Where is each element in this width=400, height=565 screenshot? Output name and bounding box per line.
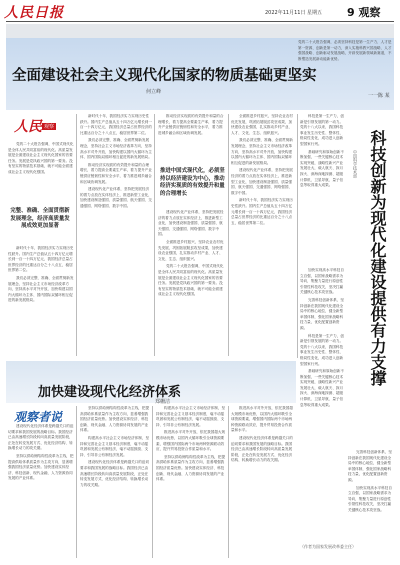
right-article-vertical-title[interactable]: 科技创新为现代化建设提供有力支撑 (368, 130, 387, 386)
paragraph: 基础研究和原始创新不断加强，一些关键核心技术实现突破，战略性新兴产业发展壮大，载人航天、探月探火、深海深地探测、超级计算机、卫星导航、量子信息等取得重大成果。 (300, 149, 344, 188)
top-article-byline: 何立峰 (146, 89, 162, 95)
column-rule (154, 114, 155, 356)
paragraph: 构建高水平社会主义市场经济体制，坚持和完善社会主义基本经济制度，毫不动摇巩固和发展公有制经济，毫不动摇鼓励、支持、引导非公有制经济发展。 (80, 435, 150, 457)
paragraph: 构建高水平社会主义市场经济体制，坚持和完善社会主义基本经济制度，毫不动摇巩固和发展公有制经济，毫不动摇鼓励、支持、引导非公有制经济发展。 (156, 406, 226, 427)
paragraph: 党的二十大报告强调，中国式现代化是全体人民共同富裕的现代化。高质量发展是全面建设社会主义现代化国家的首要任务。发展是党执政兴国的第一要务。没有坚实的物质技术基础，就不可能全面建成社会主义现代化强国。 (158, 264, 224, 297)
paragraph: 推动经济实现质的有效提升和量的合理增长，着力提高全要素生产率，着力提升产业链供应链韧性和安全水平，着力推进城乡融合和区域协调发展。 (80, 162, 152, 184)
bottom-article-byline: 郑栅洁 (155, 399, 171, 405)
paragraph: 坚持以供给侧结构性改革为主线，把提高供给体系质量作为主攻方向，显著增强我国经济质量优势。加快建设实体经济、科技创新、现代金融、人力资源协同发展的产业体系。 (80, 406, 150, 433)
article-column-1a (8, 142, 74, 204)
column-rule (76, 114, 77, 356)
bottom-column-3 (156, 406, 226, 558)
right-article-column-3 (348, 450, 394, 542)
column-rule (228, 406, 229, 558)
article-column-4 (231, 114, 295, 356)
right-article-column-1 (300, 114, 346, 264)
right-rail-signature: 一一陈 某 (368, 93, 390, 99)
column-rule (76, 406, 77, 558)
paragraph: 完善科技创新体系，坚持创新在我国现代化建设全局中的核心地位，健全新型举国体制，强化国家战略科技力量，优化配置创新资源。 (348, 450, 392, 482)
pull-quote-1: 完整、准确、全面贯彻新发展理念，经济高质量发展成效更加显著 (10, 208, 70, 230)
column-rule (297, 114, 298, 358)
column-badge: 观察 (44, 124, 55, 130)
page-label: 9 观察 (347, 6, 381, 19)
top-article-headline[interactable]: 全面建设社会主义现代化国家的物质基础更坚实 (12, 68, 317, 84)
author-note: （作者为国家发展改革委主任） (300, 544, 356, 549)
paragraph: 全面推进乡村振兴，坚持农业农村优先发展，巩固拓展脱贫攻坚成果，加快建设农业强国，扎实推动乡村产业、人才、文化、生态、组织振兴。 (158, 239, 224, 261)
top-banner-strip (6, 24, 394, 38)
paragraph: 建设现代化产业体系，坚持把发展经济的着力点放在实体经济上，推进新型工业化，加快建设制造强国、质量强国、航天强国、交通强国、网络强国、数字中国。 (80, 187, 152, 208)
right-rail-text: 党的二十大报告强调，必须坚持科技是第一生产力、人才是第一资源、创新是第一动力，深入实施科教兴国战略、人才强国战略、创新驱动发展战略，开辟发展新领域新赛道，不断塑造发展新动能新优势。 (298, 40, 392, 61)
article-column-3b (158, 210, 226, 356)
paragraph: 完善科技创新体系，坚持创新在我国现代化建设全局中的核心地位，健全新型举国体制，强化国家战略科技力量，优化配置创新资源。 (300, 297, 344, 330)
paragraph: 我们必须完整、准确、全面贯彻新发展理念，坚持社会主义市场经济改革方向，坚持高水平对外开放，加快构建以国内大循环为主体、国内国际双循环相互促进的新发展格局。 (8, 275, 74, 303)
bottom-column-logo: 观察者说 (14, 410, 63, 424)
paragraph: 我们必须完整、准确、全面贯彻新发展理念，坚持社会主义市场经济改革方向，坚持高水平对外开放，加快构建以国内大循环为主体、国内国际双循环相互促进的新发展格局。 (231, 138, 293, 165)
paragraph: 坚持以供给侧结构性改革为主线，把提高供给体系质量作为主攻方向，显著增强我国经济质量优势。加快建设实体经济、科技创新、现代金融、人力资源协同发展的产业体系。 (8, 453, 74, 481)
paragraph: 党的二十大报告强调，中国式现代化是全体人民共同富裕的现代化。高质量发展是全面建设社会主义现代化国家的首要任务。发展是党执政兴国的第一要务。没有坚实的物质技术基础，就不可能全面建成社会主义现代化强国。 (8, 142, 74, 174)
right-article-author: 中国科学技术部 (353, 150, 358, 178)
column-rule (228, 114, 229, 356)
paragraph: 建设现代化经济体系是跨越关口的迫切要求和我国发展的战略目标。我国经济已由高速增长阶段转向高质量发展阶段，正处在转变发展方式、优化经济结构、转换增长动力的攻关期。 (80, 460, 150, 487)
paragraph: 全面推进乡村振兴，坚持农业农村优先发展，巩固拓展脱贫攻坚成果，加快建设农业强国，扎实推动乡村产业、人才、文化、生态、组织振兴。 (231, 114, 293, 135)
paragraph: 推进高水平对外开放，依托我国超大规模市场优势，以国内大循环吸引全球资源要素，增强国内国际两个市场两种资源联动效应，提升贸易投资合作质量和水平。 (231, 406, 293, 433)
column-rule (152, 406, 153, 558)
paragraph: 建设现代化经济体系是跨越关口的迫切要求和我国发展的战略目标。我国经济已由高速增长阶段转向高质量发展阶段，正处在转变发展方式、优化经济结构、转换增长动力的攻关期。 (231, 435, 293, 463)
article-column-3a (158, 114, 226, 164)
paragraph: 推动经济实现质的有效提升和量的合理增长，着力提高全要素生产率，着力提升产业链供应链韧性和安全水平，着力推进城乡融合和区域协调发展。 (158, 114, 224, 135)
paragraph: 科技是第一生产力，创新是引领发展的第一动力。党的十八大以来，我国科技事业发生历史性、整体性、格局性变化，成功进入创新型国家行列。 (300, 333, 344, 366)
paragraph: 科技是第一生产力，创新是引领发展的第一动力。党的十八大以来，我国科技事业发生历史性、整体性、格局性变化，成功进入创新型国家行列。 (300, 114, 344, 146)
paragraph: 坚持以供给侧结构性改革为主线，把提高供给体系质量作为主攻方向，显著增强我国经济质量优势。加快建设实体经济、科技创新、现代金融、人力资源协同发展的产业体系。 (156, 454, 226, 482)
paragraph: 我们必须完整、准确、全面贯彻新发展理念，坚持社会主义市场经济改革方向，坚持高水平对外开放，加快构建以国内大循环为主体、国内国际双循环相互促进的新发展格局。 (80, 138, 152, 160)
paragraph: 基础研究和原始创新不断加强，一些关键核心技术实现突破，战略性新兴产业发展壮大，载人航天、探月探火、深海深地探测、超级计算机、卫星导航、量子信息等取得重大成果。 (300, 369, 344, 407)
masthead-rule (6, 21, 394, 22)
bottom-column-4 (231, 406, 295, 542)
date-line: 2022年11月11日 星期五 (265, 10, 323, 16)
paragraph: 推进高水平对外开放，依托我国超大规模市场优势，以国内大循环吸引全球资源要素，增强国内国际两个市场两种资源联动效应，提升贸易投资合作质量和水平。 (156, 430, 226, 452)
paragraph: 加快实现高水平科技自立自强，以国家战略需求为导向，集聚力量进行原创性引领性科技攻关，坚决打赢关键核心技术攻坚战。 (300, 268, 344, 295)
right-article-column-2 (300, 268, 346, 540)
pull-quote-2: 推进中国式现代化，必须坚持以经济建设为中心，推动经济实现质的有效提升和量的合理增长 (160, 168, 225, 197)
bottom-column-1 (8, 424, 74, 556)
paragraph: 加快实现高水平科技自立自强，以国家战略需求为导向，集聚力量进行原创性引领性科技攻关，坚决打赢关键核心技术攻坚战。 (348, 485, 392, 512)
paragraph: 建设现代化经济体系是跨越关口的迫切要求和我国发展的战略目标。我国经济已由高速增长阶段转向高质量发展阶段，正处在转变发展方式、优化经济结构、转换增长动力的攻关期。 (8, 424, 74, 451)
paragraph: 新时代十年，我国经济实力实现历史性跃升。国内生产总值从五十四万亿元增长到一百一十四万亿元，我国经济总量占世界经济的比重达百分之十八点五，稳居世界第二位。 (80, 114, 152, 135)
paragraph: 建设现代化产业体系，坚持把发展经济的着力点放在实体经济上，推进新型工业化，加快建设制造强国、质量强国、航天强国、交通强国、网络强国、数字中国。 (231, 168, 293, 195)
bottom-article-headline[interactable]: 加快建设现代化经济体系 (38, 385, 182, 400)
article-column-1b (8, 246, 74, 354)
paragraph: 建设现代化产业体系，坚持把发展经济的着力点放在实体经济上，推进新型工业化，加快建设制造强国、质量强国、航天强国、交通强国、网络强国、数字中国。 (158, 210, 224, 237)
newspaper-logo: 人民日报 (4, 5, 64, 21)
paragraph: 新时代十年，我国经济实力实现历史性跃升。国内生产总值从五十四万亿元增长到一百一十四万亿元，我国经济总量占世界经济的比重达百分之十八点五，稳居世界第二位。 (8, 246, 74, 273)
bottom-column-2 (80, 406, 150, 558)
column-logo: 人民 (14, 119, 42, 135)
article-column-2 (80, 114, 152, 356)
paragraph: 新时代十年，我国经济实力实现历史性跃升。国内生产总值从五十四万亿元增长到一百一十四万亿元，我国经济总量占世界经济的比重达百分之十八点五，稳居世界第二位。 (231, 198, 293, 225)
